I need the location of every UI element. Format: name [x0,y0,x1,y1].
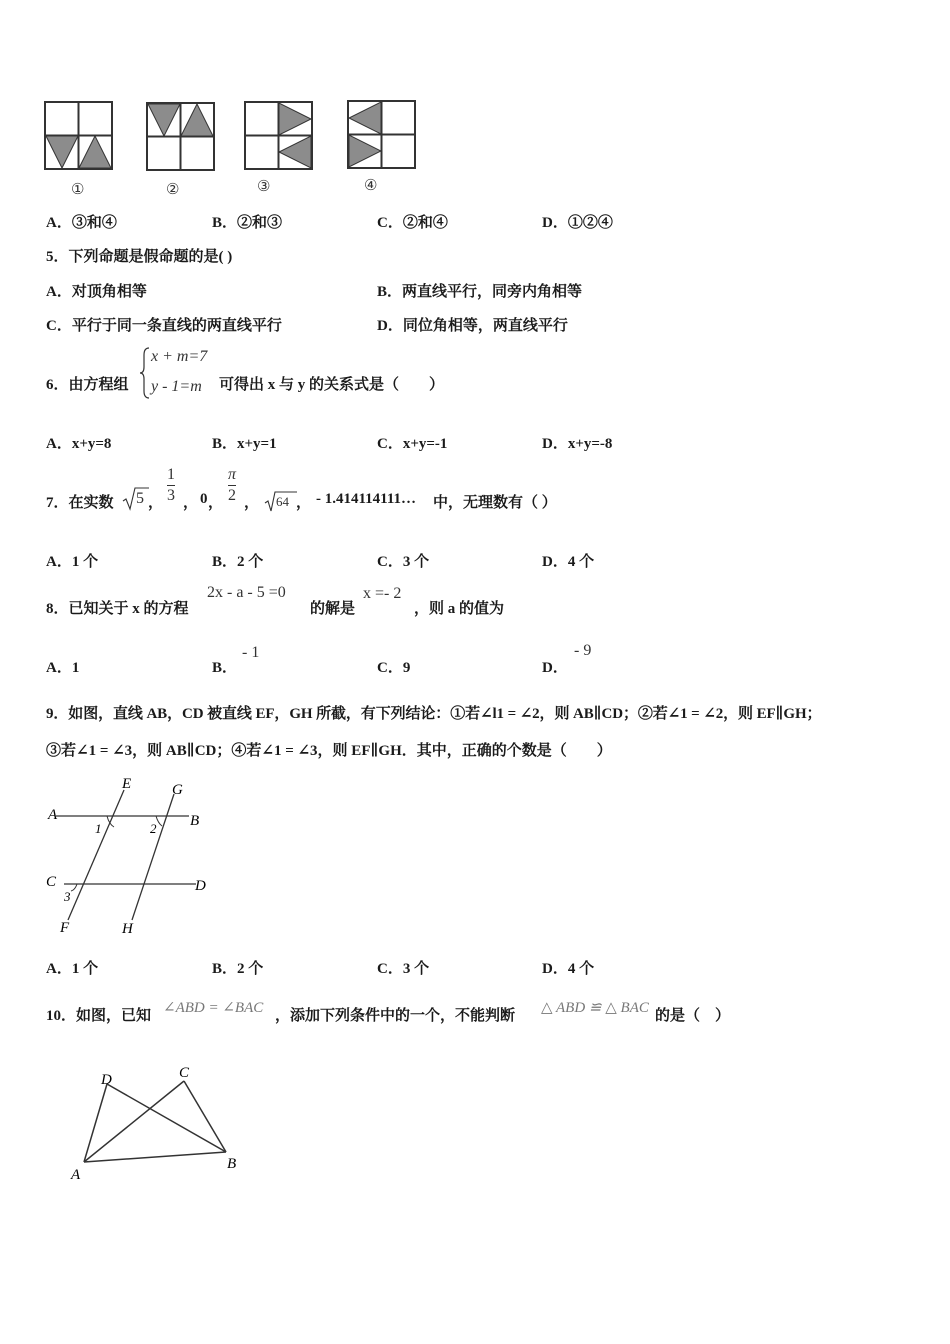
label-f: F [60,920,70,936]
q7-stem-prefix: 7．在实数 [46,495,114,511]
q6-option-a[interactable]: A．x+y=8 [46,436,112,452]
segment-ad [84,1084,107,1162]
q7-comma-3: ， [208,495,224,511]
q10-stem-mid: ，添加下列条件中的一个，不能判断 [275,1008,516,1024]
q5-option-c[interactable]: C．平行于同一条直线的两直线平行 [46,318,282,334]
label-b: B [190,813,200,829]
q9-stem-line-1: 9．如图，直线 AB，CD 被直线 EF，GH 所截，有下列结论：①若∠l1 = ∠2，则 AB∥CD；②若∠1 = ∠2，则 EF∥GH； [46,706,822,722]
label-angle-2: 2 [150,821,157,836]
q10-given: ∠ABD = ∠BAC [163,1000,264,1016]
label-angle-1: 1 [95,821,102,836]
q9-stem-line-2: ③若∠1 = ∠3，则 AB∥CD；④若∠1 = ∠3，则 EF∥GH．其中，正确的个数是（ ） [46,743,612,759]
q9-option-b[interactable]: B．2 个 [212,961,264,977]
label-d: D [195,878,206,894]
q9-option-c[interactable]: C．3 个 [377,961,430,977]
q7-zero: 0 [200,491,208,507]
q7-comma-2: ， [183,495,199,511]
q8-option-b-value: - 1 [242,644,260,661]
q4-option-b[interactable]: B．②和③ [212,215,283,231]
q8-stem-prefix: 8．已知关于 x 的方程 [46,601,189,617]
label-c: C [46,874,57,890]
q5-option-b[interactable]: B．两直线平行，同旁内角相等 [377,284,583,300]
q4-option-d[interactable]: D．①②④ [542,215,613,231]
q7-fraction-pi [228,465,236,506]
q6-stem-suffix: 可得出 x 与 y 的关系式是（ ） [219,377,445,393]
q8-stem-suffix: ，则 a 的值为 [414,601,505,617]
q8-stem-mid: 的解是 [310,601,356,617]
q6-option-b[interactable]: B．x+y=1 [212,436,277,452]
q7-comma-4: ， [244,495,260,511]
q6-brace [140,347,150,399]
q4-option-c[interactable]: C．②和④ [377,215,448,231]
q5-option-a[interactable]: A．对顶角相等 [46,284,147,300]
q6-option-c[interactable]: C．x+y=-1 [377,436,448,452]
q8-option-d-value: - 9 [574,642,592,659]
q6-equation-2: y - 1=m [151,378,202,395]
q7-option-b[interactable]: B．2 个 [212,554,264,570]
label-c: C [179,1065,190,1081]
segment-bc [184,1081,226,1152]
q7-sqrt5: 5 [136,490,144,507]
q8-option-b[interactable]: B． [212,660,238,676]
q4-figure-4 [347,100,417,172]
q7-option-a[interactable]: A．1 个 [46,554,99,570]
segment-bd [107,1084,226,1152]
label-g: G [172,782,183,798]
label-d: D [101,1072,112,1088]
q4-figure-3-label: ③ [257,179,271,195]
q7-fraction-third [167,465,175,506]
label-a: A [48,807,58,823]
q4-figure-4-label: ④ [364,178,378,194]
q4-figure-2 [146,102,216,174]
q4-figure-1 [44,100,114,172]
q6-option-d[interactable]: D．x+y=-8 [542,436,613,452]
label-a: A [71,1167,81,1183]
q7-comma-1: ， [148,495,164,511]
q4-figure-1-label: ① [71,182,85,198]
line-gh [132,794,174,920]
segment-ac [84,1081,184,1162]
q10-figure [66,1062,256,1186]
q7-frac-num: 1 [167,465,175,486]
q7-decimal: - 1.414114111… [316,491,417,507]
q9-option-d[interactable]: D．4 个 [542,961,595,977]
label-h: H [122,921,133,937]
q9-option-a[interactable]: A．1 个 [46,961,99,977]
q7-option-d[interactable]: D．4 个 [542,554,595,570]
q5-stem: 5．下列命题是假命题的是( ) [46,249,233,265]
q8-solution: x =- 2 [363,585,402,602]
q7-stem-suffix: 中，无理数有（ ） [433,495,557,511]
q10-stem-suffix: 的是（ ） [655,1008,731,1024]
q4-option-a[interactable]: A．③和④ [46,215,117,231]
q8-equation: 2x - a - 5 =0 [207,584,286,601]
q8-option-c[interactable]: C．9 [377,660,411,676]
q8-option-a[interactable]: A．1 [46,660,80,676]
label-angle-3: 3 [64,889,71,904]
q4-figure-2-label: ② [166,182,180,198]
q9-figure [44,772,214,938]
q7-pi-den: 2 [228,487,236,504]
q6-stem-prefix: 6．由方程组 [46,377,129,393]
label-b: B [227,1156,237,1172]
q6-equation-1: x + m=7 [151,348,208,365]
q8-option-d[interactable]: D． [542,660,568,676]
q4-figure-3 [244,101,314,173]
segment-ab [84,1152,226,1162]
q7-comma-5: ， [296,495,312,511]
q7-frac-den: 3 [167,487,175,504]
q5-option-d[interactable]: D．同位角相等，两直线平行 [377,318,568,334]
label-e: E [122,776,132,792]
q7-option-c[interactable]: C．3 个 [377,554,430,570]
q10-stem-prefix: 10．如图，已知 [46,1008,152,1024]
q7-pi-num: π [228,465,236,486]
line-ef [68,790,124,920]
q10-congruence: △ ABD ≌ △ BAC [541,1000,649,1016]
q7-sqrt64: 64 [276,494,289,509]
